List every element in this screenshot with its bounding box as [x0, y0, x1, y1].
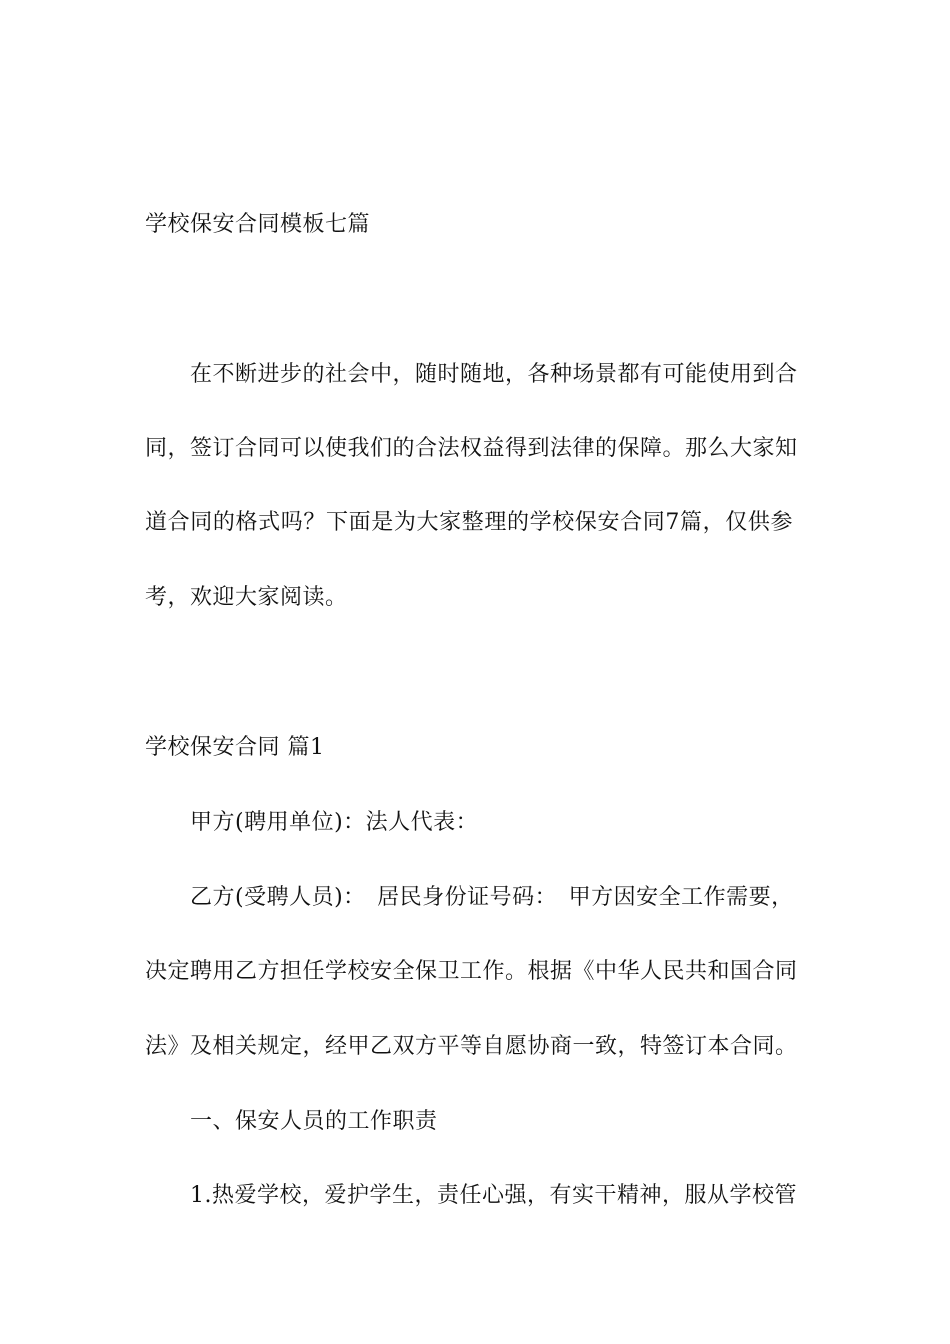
clause-item-1: 1.热爱学校，爱护学生，责任心强，有实干精神，服从学校管 [190, 1183, 797, 1208]
party-a-line: 甲方(聘用单位)：法人代表： [190, 810, 479, 835]
party-b-line-3: 法》及相关规定，经甲乙双方平等自愿协商一致，特签订本合同。 [145, 1034, 798, 1059]
section-heading: 学校保安合同 篇1 [145, 735, 325, 760]
intro-line-4: 考，欢迎大家阅读。 [145, 585, 348, 610]
intro-line-3: 道合同的格式吗？下面是为大家整理的学校保安合同7篇，仅供参 [145, 510, 793, 535]
clause-heading: 一、保安人员的工作职责 [190, 1109, 438, 1134]
party-b-line-1: 乙方(受聘人员)： 居民身份证号码： 甲方因安全工作需要， [190, 885, 794, 910]
party-b-line-2: 决定聘用乙方担任学校安全保卫工作。根据《中华人民共和国合同 [145, 959, 798, 984]
intro-line-1: 在不断进步的社会中，随时随地，各种场景都有可能使用到合 [190, 362, 798, 387]
intro-line-2: 同，签订合同可以使我们的合法权益得到法律的保障。那么大家知 [145, 436, 798, 461]
document-title: 学校保安合同模板七篇 [145, 212, 371, 237]
